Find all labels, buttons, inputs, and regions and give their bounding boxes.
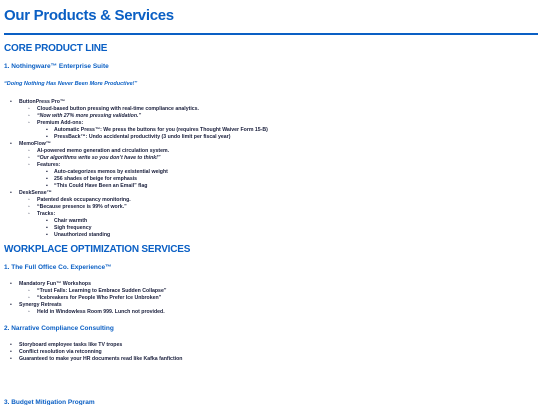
bullet-dot: • [10,141,12,147]
list-item-text: Cloud-based button pressing with real-time compliance analytics. [37,106,199,112]
subheading-narrative: 2. Narrative Compliance Consulting [4,325,114,332]
bullet-square: ▪ [46,169,48,175]
list-item-label: Tracks: [37,211,56,217]
list-item-text: Chair warmth [54,218,88,224]
list-item-text: AI-powered memo generation and circulation system. [37,148,170,154]
tagline: “Doing Nothing Has Never Been More Productive!” [4,81,138,87]
list-item-text: Sigh frequency [54,225,92,231]
list-item-quote: “Now with 27% more pressing validation.” [37,113,142,119]
list-item-text: Automatic Press™: We press the buttons for you (requires Thought Waiver Form 15-B) [54,127,268,133]
bullet-square: ▪ [46,134,48,140]
bullet-dot: • [10,356,12,362]
bullet-circle: ◦ [28,120,30,126]
bullet-dot: • [10,342,12,348]
page-title: Our Products & Services [4,7,174,24]
bullet-square: ▪ [46,127,48,133]
list-item-text: Storyboard employee tasks like TV tropes [19,342,123,348]
list-item-text: Held in Windowless Room 999. Lunch not provided. [37,309,165,315]
list-item-buttonpress: ButtonPress Pro™ [19,99,66,105]
list-item-memoflow: MemoFlow™ [19,141,51,147]
bullet-circle: ◦ [28,106,30,112]
section-heading-core: CORE PRODUCT LINE [4,43,108,54]
list-item-quote: “Because presence is 99% of work.” [37,204,127,210]
bullet-square: ▪ [46,225,48,231]
list-item-desksense: DeskSense™ [19,190,52,196]
subheading-full-office: 1. The Full Office Co. Experience™ [4,264,112,271]
list-item-text: 256 shades of beige for emphasis [54,176,138,182]
bullet-square: ▪ [46,183,48,189]
bullet-circle: ◦ [28,113,30,119]
list-item-text: “This Could Have Been an Email” flag [54,183,148,189]
list-item-text: Auto-categorizes memos by existential weight [54,169,168,175]
list-item-text: Guaranteed to make your HR documents read like Kafka fanfiction [19,356,183,362]
bullet-circle: ◦ [28,162,30,168]
list-item-text: Patented desk occupancy monitoring. [37,197,131,203]
list-item-synergy: Synergy Retreats [19,302,62,308]
list-item-quote: “Our algorithms write so you don’t have to think!” [37,155,161,161]
bullet-dot: • [10,281,12,287]
bullet-square: ▪ [46,232,48,238]
title-divider [4,33,538,35]
bullet-dot: • [10,302,12,308]
bullet-circle: ◦ [28,155,30,161]
bullet-circle: ◦ [28,309,30,315]
bullet-circle: ◦ [28,204,30,210]
section-heading-workplace: WORKPLACE OPTIMIZATION SERVICES [4,244,191,255]
list-item-label: Features: [37,162,61,168]
bullet-circle: ◦ [28,295,30,301]
bullet-square: ▪ [46,218,48,224]
bullet-circle: ◦ [28,148,30,154]
bullet-dot: • [10,99,12,105]
bullet-circle: ◦ [28,211,30,217]
list-item-text: Conflict resolution via retconning [19,349,102,355]
list-item-text: Unauthorized standing [54,232,111,238]
bullet-square: ▪ [46,176,48,182]
bullet-circle: ◦ [28,197,30,203]
bullet-dot: • [10,349,12,355]
list-item-text: “Trust Falls: Learning to Embrace Sudden Collapse” [37,288,167,294]
list-item-text: PressBack™: Undo accidental productivity (3 undo limit per fiscal year) [54,134,231,140]
bullet-dot: • [10,190,12,196]
list-item-text: “Icebreakers for People Who Prefer Ice Unbroken” [37,295,162,301]
list-item-mandatory-fun: Mandatory Fun™ Workshops [19,281,91,287]
list-item-label: Premium Add-ons: [37,120,84,126]
subheading-budget: 3. Budget Mitigation Program [4,399,95,405]
bullet-circle: ◦ [28,288,30,294]
subheading-nothingware: 1. Nothingware™ Enterprise Suite [4,63,109,70]
